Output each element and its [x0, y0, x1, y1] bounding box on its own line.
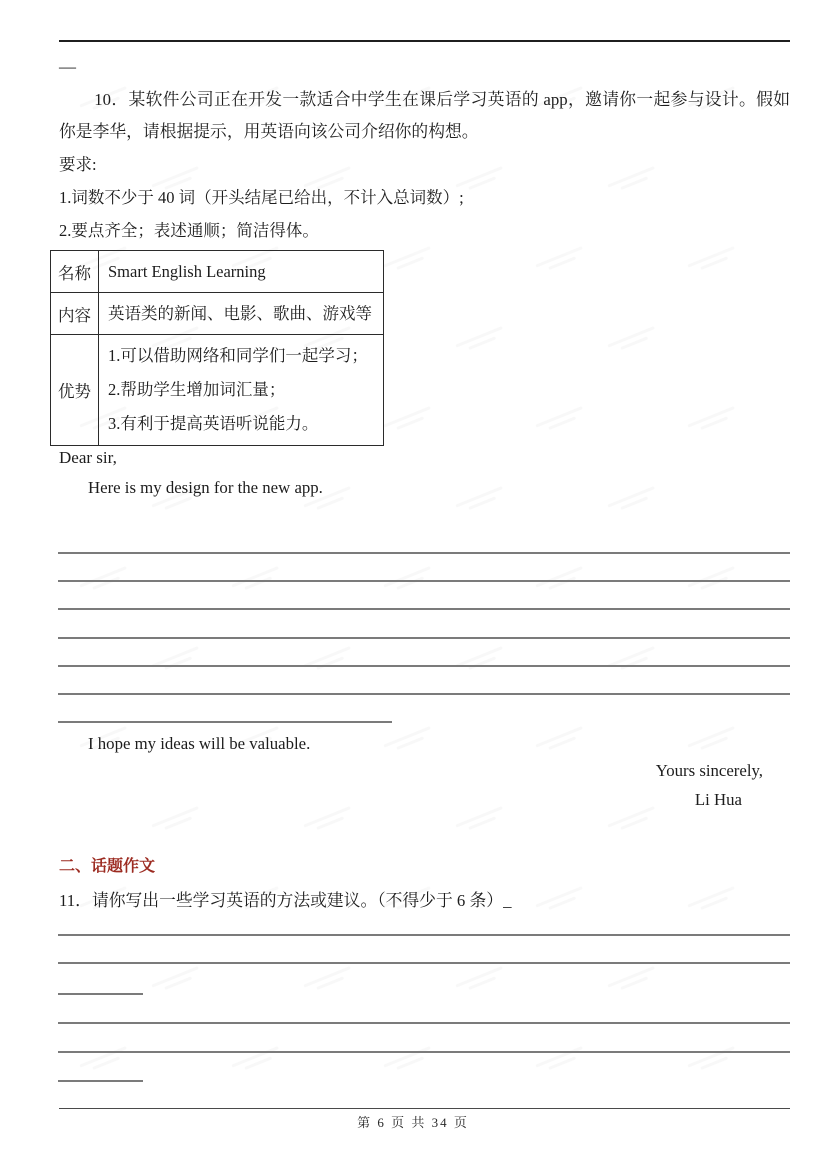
watermark	[455, 486, 506, 517]
writing-line	[58, 693, 790, 695]
table-row	[51, 335, 384, 446]
letter-signoff: Yours sincerely,	[655, 761, 763, 780]
writing-line	[58, 580, 790, 582]
watermark	[607, 806, 658, 837]
watermark	[303, 646, 354, 677]
top-dash: —	[59, 57, 76, 76]
table-cell-text: 1.可以借助网络和同学们一起学习；	[108, 346, 368, 365]
watermark	[303, 806, 354, 837]
watermark	[687, 726, 738, 757]
watermark	[535, 886, 586, 917]
letter-signature: Li Hua	[694, 790, 742, 809]
watermark	[535, 406, 586, 437]
table-cell-text: Smart English Learning	[108, 261, 266, 281]
watermark	[535, 246, 586, 277]
watermark	[383, 246, 434, 277]
requirement-item-1: 1.词数不少于 40 词（开头结尾已给出，不计入总词数）;	[59, 188, 464, 207]
writing-line-short	[58, 721, 392, 723]
watermark	[687, 886, 738, 917]
writing-line-short	[58, 993, 143, 995]
section-2-heading: 二、话题作文	[59, 858, 156, 875]
watermark	[455, 806, 506, 837]
writing-line	[58, 665, 790, 667]
app-info-table	[50, 250, 384, 446]
table-row	[51, 293, 384, 335]
writing-line	[58, 552, 790, 554]
watermark	[455, 326, 506, 357]
watermark	[303, 966, 354, 997]
requirements-title: 要求:	[59, 155, 97, 174]
writing-line	[58, 962, 790, 964]
writing-line	[58, 934, 790, 936]
letter-closing-sentence: I hope my ideas will be valuable.	[88, 734, 311, 753]
letter-salutation: Dear sir,	[59, 448, 117, 467]
table-cell-text: 英语类的新闻、电影、歌曲、游戏等	[108, 303, 372, 323]
top-rule	[59, 40, 790, 42]
watermark	[687, 246, 738, 277]
table-row-label: 内容	[51, 293, 99, 335]
watermark	[687, 406, 738, 437]
page-number: 第 6 页 共 34 页	[357, 1115, 469, 1130]
watermark	[455, 966, 506, 997]
question-11-prompt: 11．请你写出一些学习英语的方法或建议。（不得少于 6 条）_	[59, 891, 512, 910]
writing-line	[58, 1051, 790, 1053]
watermark	[607, 646, 658, 677]
table-row	[51, 251, 384, 293]
watermark	[535, 726, 586, 757]
watermark	[383, 726, 434, 757]
footer-rule	[59, 1108, 790, 1109]
watermark	[607, 326, 658, 357]
watermark	[607, 966, 658, 997]
requirement-item-2: 2.要点齐全；表述通顺；简洁得体。	[59, 221, 319, 240]
table-cell-text: 2.帮助学生增加词汇量；	[108, 380, 286, 399]
letter-opening-sentence: Here is my design for the new app.	[88, 478, 323, 497]
table-row-label: 优势	[51, 335, 99, 446]
table-row-label: 名称	[51, 251, 99, 293]
watermark	[455, 646, 506, 677]
writing-line	[58, 1022, 790, 1024]
writing-line	[58, 608, 790, 610]
watermark	[607, 486, 658, 517]
writing-line-short	[58, 1080, 143, 1082]
watermark	[607, 166, 658, 197]
watermark	[151, 966, 202, 997]
watermark	[383, 406, 434, 437]
watermark	[151, 646, 202, 677]
question-10-prompt: 10．某软件公司正在开发一款适合中学生在课后学习英语的 app，邀请你一起参与设计。假如你是李华，请根据提示，用英语向该公司介绍你的构想。	[59, 90, 790, 141]
watermark	[151, 806, 202, 837]
writing-line	[58, 637, 790, 639]
table-cell-text: 3.有利于提高英语听说能力。	[108, 414, 319, 433]
